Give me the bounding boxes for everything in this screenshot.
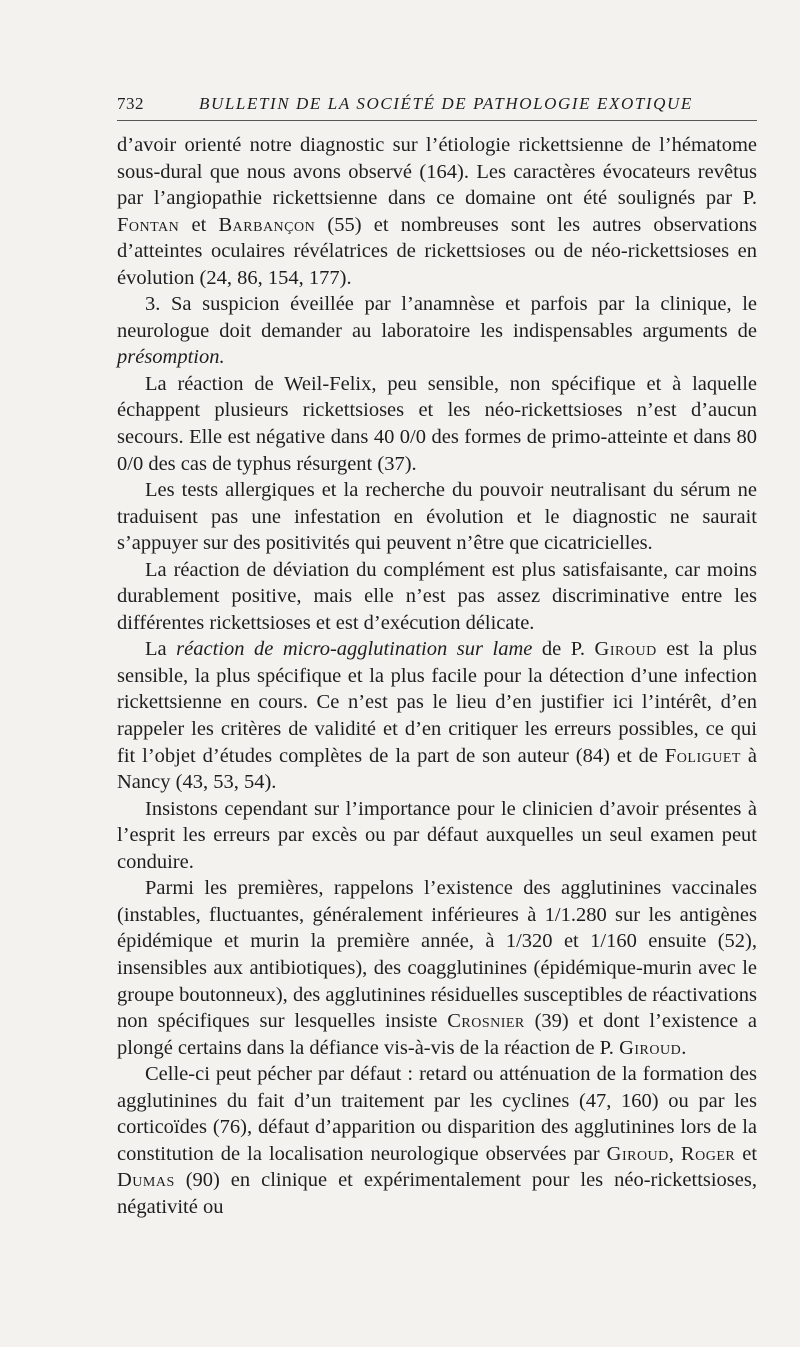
author-name: Giroud	[619, 1036, 682, 1059]
text-run: .	[681, 1036, 687, 1059]
paragraph	[117, 875, 757, 1061]
text-run: La réaction de Weil-Felix, peu sensible, non spécifique et à laquelle échappent plusieurs rickettsioses et les néo-rickettsioses n’est d’aucun secours. Elle est négative dans 40 0/0 des formes de primo-atteinte et dans 80 0/0 des cas de typhus résurgent (37).	[117, 372, 757, 475]
author-name: Dumas	[117, 1169, 175, 1192]
author-name: Foliguet	[664, 744, 741, 767]
author-name: Crosnier	[447, 1010, 525, 1033]
text-run: et	[179, 213, 219, 236]
running-title: BULLETIN DE LA SOCIÉTÉ DE PATHOLOGIE EXOTIQUE	[199, 94, 693, 113]
author-name: Giroud	[594, 638, 657, 661]
author-name: Fontan	[117, 213, 180, 236]
text-run: 3. Sa suspicion éveillée par l’anamnèse et parfois par la clinique, le neurologue doit demander au laboratoire les indispensables arguments de	[117, 293, 757, 342]
page-number: 732	[117, 94, 144, 113]
paragraph	[117, 796, 757, 876]
paragraph	[117, 477, 757, 557]
body-text	[117, 132, 757, 1220]
text-run: (90) en clinique et expérimentalement pour les néo-rickettsioses, négativité ou	[117, 1169, 757, 1218]
page-header	[117, 90, 757, 121]
paragraph	[117, 371, 757, 477]
author-name: Roger	[680, 1142, 736, 1165]
emphasis: réaction de micro-agglutination sur lame	[176, 638, 533, 661]
text-run: est la plus sensible, la plus spécifique et la plus facile pour la détection d’une infection rickettsienne en cours. Ce n’est pas le lieu d’en justifier ici l’intérêt, d’en rappeler les critères de validité et d’en critiquer les erreurs possibles, ce qui fit l’objet d’études complètes de la part de son auteur (84) et de	[117, 638, 758, 767]
text-run: Les tests allergiques et la recherche du pouvoir neutralisant du sérum ne traduisent pas une infestation en évolution et le diagnostic ne saurait s’appuyer sur des positivités qui peuvent n’être que cicatricielles.	[117, 479, 757, 555]
text-run: à Nancy (43, 53, 54).	[117, 744, 757, 794]
text-run: Insistons cependant sur l’importance pour le clinicien d’avoir présentes à l’esprit les erreurs par excès ou par défaut auxquelles un seul examen peut conduire.	[117, 797, 757, 873]
text-run: (39) et dont l’existence a plongé certains dans la défiance vis-à-vis de la réaction de P.	[117, 1010, 757, 1059]
text-run: Parmi les premières, rappelons l’existence des agglutinines vaccinales (instables, fluctuantes, généralement inférieures à 1/1.280 sur les antigènes épidémique et murin la première année, à 1/320 et 1/160 ensuite (52), insensibles aux antibiotiques), des coagglutinines (épidémique-murin avec le groupe boutonneux), des agglutinines résiduelles susceptibles de réactivations non spécifiques sur lesquelles insiste	[117, 877, 757, 1033]
text-run: ,	[668, 1142, 681, 1165]
paragraph	[117, 636, 757, 795]
emphasis: présomption.	[117, 346, 225, 369]
text-run: La réaction de déviation du complément est plus satisfaisante, car moins durablement positive, mais elle n’est pas assez discriminative entre les différentes rickettsioses et est d’exécution délicate.	[117, 558, 757, 634]
paragraph	[117, 132, 757, 291]
text-run: (55) et nombreuses sont les autres observations d’atteintes oculaires révélatrices de rickettsioses ou de néo-rickettsioses en évolution (24, 86, 154, 177).	[117, 213, 758, 289]
author-name: Barbançon	[218, 213, 316, 236]
paragraph	[117, 291, 757, 371]
paragraph	[117, 557, 757, 637]
paragraph	[117, 1061, 757, 1220]
text-run: Celle-ci peut pécher par défaut : retard ou atténuation de la formation des agglutinines du fait d’un traitement par les cyclines (47, 160) ou par les corticoïdes (76), défaut d’apparition ou disparition des agglutinines lors de la constitution de la localisation neurologique observées par	[117, 1063, 757, 1165]
text-run: de P.	[532, 638, 595, 661]
author-name: Giroud	[606, 1142, 669, 1165]
text-run: La	[145, 638, 177, 661]
text-run: d’avoir orienté notre diagnostic sur l’étiologie rickettsienne de l’hématome sous-dural que nous avons observé (164). Les caractères évocateurs revêtus par l’angiopathie rickettsienne dans ce domaine ont été soulignés par P.	[117, 134, 757, 210]
text-run: et	[735, 1142, 758, 1165]
